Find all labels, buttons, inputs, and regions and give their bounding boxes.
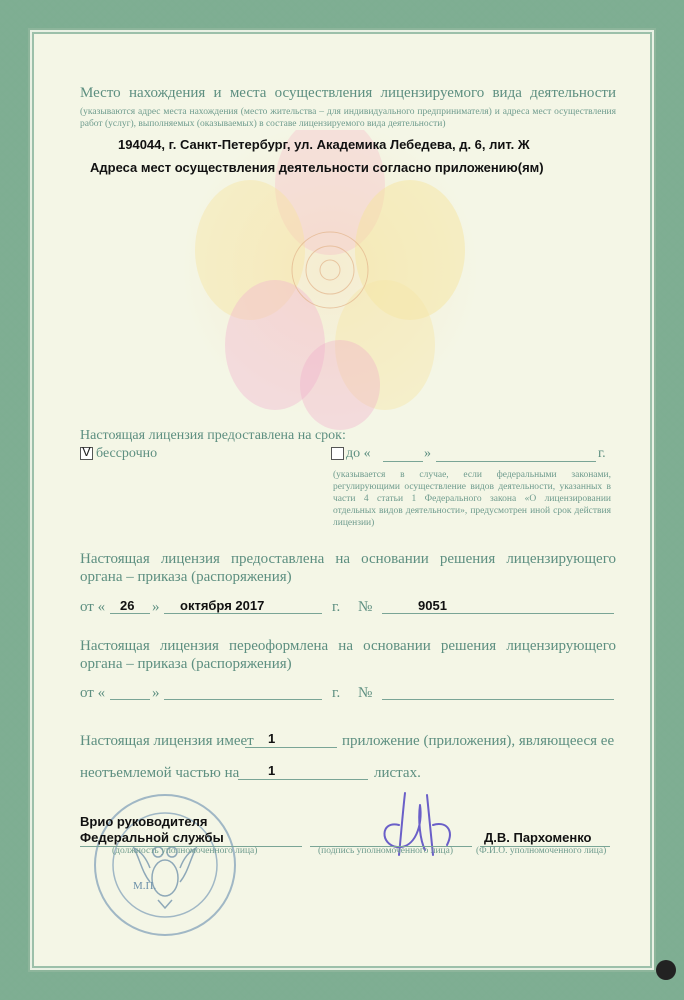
annex-line2-prefix: неотъемлемой частью на	[80, 765, 240, 781]
term-label: Настоящая лицензия предоставлена на срок:	[80, 428, 346, 443]
reissue-day-line	[110, 699, 150, 700]
until-note: (указывается в случае, если федеральными законами, регулирующими осуществление видов деятельности, указанных в части 4 статьи 1 Федерального закона «О лицензировании отдельных видов деятельности», предусмотрен иной срок действия лицензии)	[333, 470, 611, 528]
location-note: (указываются адрес места нахождения (место жительства – для индивидуального предпринимателя) и адреса мест осуществления работ (услуг), выполняемых (оказываемых) в составе лицензируемого вида деятельности)	[80, 107, 616, 129]
signatory-position-line1: Врио руководителя	[80, 814, 208, 829]
reissue-from: от «	[80, 685, 106, 701]
basis-number-line	[382, 613, 614, 614]
annex-line2-suffix: листах.	[374, 765, 421, 781]
unlimited-label: бессрочно	[96, 446, 158, 461]
addresses-annex-note: Адреса мест осуществления деятельности согласно приложению(ям)	[90, 160, 544, 175]
signatory-position-line2: Федеральной службы	[80, 830, 224, 845]
reissue-close-quote: »	[152, 685, 160, 701]
annex-sheets-line	[238, 779, 368, 780]
basis-line1: Настоящая лицензия предоставлена на основании решения лицензирующего	[80, 551, 616, 567]
unlimited-check-mark: V	[82, 444, 91, 459]
hole-punch-mark	[656, 960, 676, 980]
name-caption: (Ф.И.О. уполномоченного лица)	[476, 846, 607, 856]
until-prefix: до «	[346, 446, 371, 461]
annex-prefix: Настоящая лицензия имеет	[80, 733, 254, 749]
basis-line2: органа – приказа (распоряжения)	[80, 569, 292, 585]
signature-caption: (подпись уполномоченного лица)	[318, 846, 454, 856]
reissue-year-suffix: г.	[332, 685, 341, 701]
position-caption: (должность уполномоченного лица)	[112, 846, 258, 856]
basis-date-line	[164, 613, 322, 614]
annex-count: 1	[268, 731, 276, 746]
basis-month-year: октября 2017	[180, 598, 265, 613]
until-day-line	[383, 461, 423, 462]
basis-day-line	[110, 613, 150, 614]
basis-day: 26	[120, 598, 135, 613]
reissue-number-line	[382, 699, 614, 700]
annex-suffix: приложение (приложения), являющееся ее	[342, 733, 615, 749]
reissue-line2: органа – приказа (распоряжения)	[80, 656, 292, 672]
until-checkbox[interactable]	[331, 447, 344, 460]
reissue-line1: Настоящая лицензия переоформлена на основании решения лицензирующего	[80, 638, 616, 654]
basis-number: 9051	[418, 598, 447, 613]
annex-count-line	[245, 747, 337, 748]
basis-year-suffix: г.	[332, 599, 341, 615]
basis-number-label: №	[358, 599, 373, 615]
location-heading: Место нахождения и места осуществления лицензируемого вида деятельности	[80, 85, 616, 101]
reissue-date-line	[164, 699, 322, 700]
until-close-quote: »	[424, 446, 431, 461]
basis-from: от «	[80, 599, 106, 615]
official-stamp	[90, 790, 240, 940]
until-year-suffix: г.	[598, 446, 606, 461]
basis-close-quote: »	[152, 599, 160, 615]
annex-sheets: 1	[268, 763, 276, 778]
signatory-name: Д.В. Пархоменко	[484, 830, 592, 845]
until-date-line	[436, 461, 596, 462]
stamp-place-mark: М.П.	[133, 880, 157, 892]
location-address: 194044, г. Санкт-Петербург, ул. Академика Лебедева, д. 6, лит. Ж	[118, 137, 530, 152]
reissue-number-label: №	[358, 685, 373, 701]
